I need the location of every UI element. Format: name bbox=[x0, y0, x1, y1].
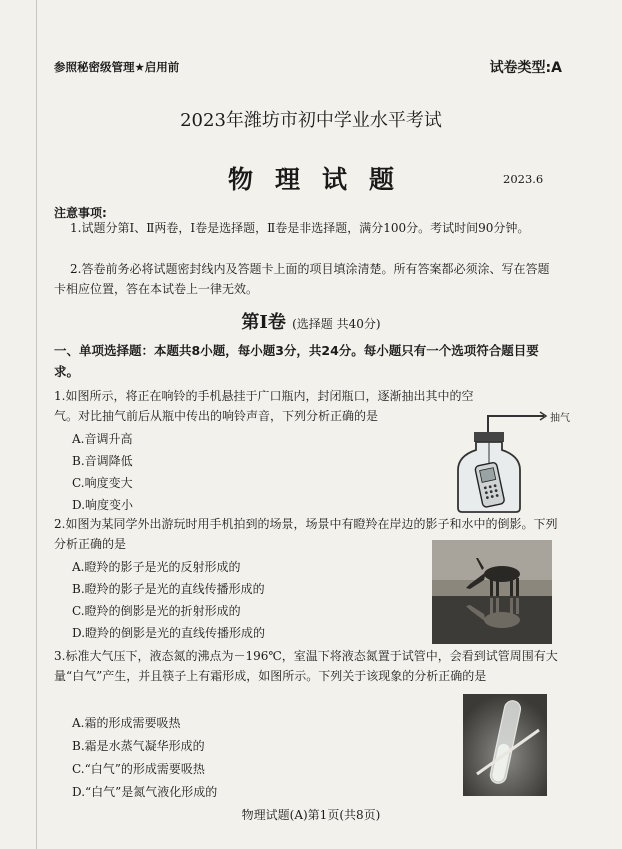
question-1-stem: 1.如图所示，将正在响铃的手机悬挂于广口瓶内，封闭瓶口，逐渐抽出其中的空气。对比抽气前后从瓶中传出的响铃声音，下列分析正确的是 bbox=[54, 389, 474, 423]
exam-title: 2023年潍坊市初中学业水平考试 bbox=[180, 110, 442, 131]
exam-date: 2023.6 bbox=[503, 172, 544, 186]
q1-option-c: C.响度变大 bbox=[72, 476, 133, 490]
q2-option-b: B.瞪羚的影子是光的直线传播形成的 bbox=[72, 582, 265, 596]
q3-option-d: D.“白气”是氮气液化形成的 bbox=[72, 785, 218, 799]
bottle-phone-figure bbox=[448, 404, 558, 514]
paper-type-label: 试卷类型:A bbox=[489, 60, 562, 76]
page-footer: 物理试题(A)第1页(共8页) bbox=[241, 808, 381, 822]
q3-option-b: B.霜是水蒸气凝华形成的 bbox=[72, 739, 205, 753]
section-heading: 一、单项选择题：本题共8小题，每小题3分，共24分。每小题只有一个选项符合题目要求。 bbox=[54, 343, 539, 379]
confidentiality-label: 参照秘密级管理★启用前 bbox=[54, 60, 180, 74]
notes-heading: 注意事项: bbox=[54, 206, 107, 220]
test-tube-photo bbox=[463, 694, 547, 796]
q1-option-b: B.音调降低 bbox=[72, 454, 133, 468]
q3-option-a: A.霜的形成需要吸热 bbox=[72, 716, 181, 730]
note-item: 2.答卷前务必将试题密封线内及答题卡上面的项目填涂清楚。所有答案都必须涂、写在答题卡相应位置，答在本试卷上一律无效。 bbox=[54, 262, 550, 296]
subject-title: 物理试题 bbox=[227, 165, 416, 194]
volume-title bbox=[0, 308, 622, 334]
q1-option-d: D.响度变小 bbox=[72, 498, 134, 512]
q1-option-a: A.音调升高 bbox=[72, 432, 133, 446]
volume-label: 第Ⅰ卷 bbox=[241, 312, 286, 333]
q2-option-d: D.瞪羚的倒影是光的直线传播形成的 bbox=[72, 626, 266, 640]
volume-note: (选择题 共40分) bbox=[292, 317, 381, 331]
question-3-stem: 3.标准大气压下，液态氮的沸点为－196℃，室温下将液态氮置于试管中，会看到试管周围有大量“白气”产生，并且筷子上有霜形成，如图所示。下列关于该现象的分析正确的是 bbox=[54, 649, 558, 683]
question-2-stem: 2.如图为某同学外出游玩时用手机拍到的场景，场景中有瞪羚在岸边的影子和水中的倒影。下列分析正确的是 bbox=[54, 517, 558, 551]
figure-label-pump: 抽气 bbox=[550, 413, 570, 424]
note-item: 1.试题分第Ⅰ、Ⅱ两卷，Ⅰ卷是选择题，Ⅱ卷是非选择题，满分100分。考试时间90分钟。 bbox=[70, 221, 530, 235]
q3-option-c: C.“白气”的形成需要吸热 bbox=[72, 762, 205, 776]
q2-option-a: A.瞪羚的影子是光的反射形成的 bbox=[72, 560, 241, 574]
gazelle-photo bbox=[432, 540, 552, 644]
q2-option-c: C.瞪羚的倒影是光的折射形成的 bbox=[72, 604, 241, 618]
